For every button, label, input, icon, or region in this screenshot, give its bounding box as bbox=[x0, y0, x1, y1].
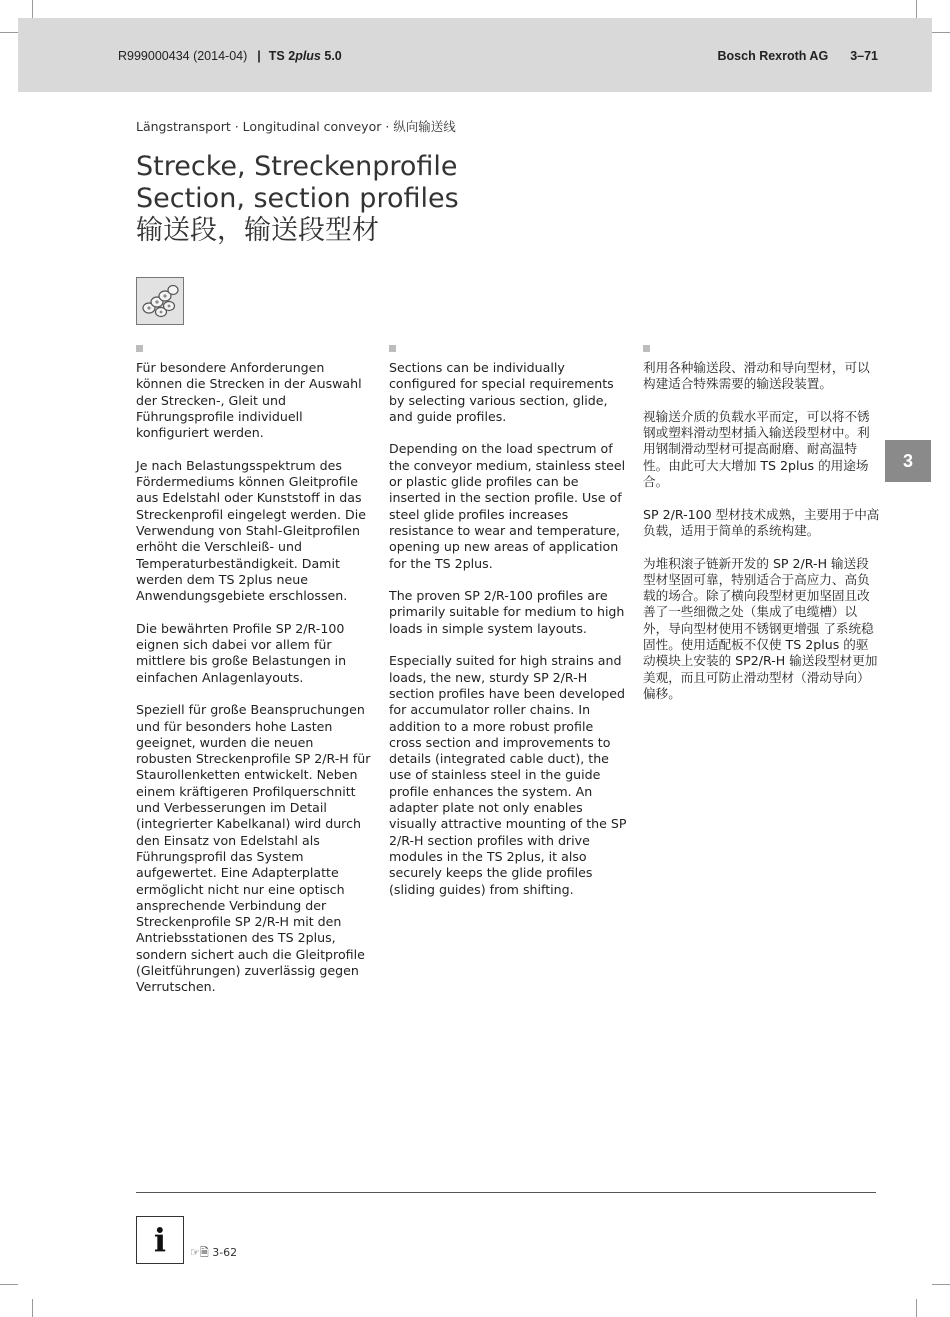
paragraph: 利用各种输送段、滑动和导向型材，可以构建适合特殊需要的输送段装置。 bbox=[643, 360, 870, 392]
paragraph: Depending on the load spectrum of the conveyor medium, stainless steel or plastic glide profiles can be inserted in the section profile. Use of steel glide profiles increases resistance to wear and temperature, opening up new areas of application for the TS 2plus. bbox=[389, 441, 626, 571]
page-number: 3–71 bbox=[850, 49, 878, 63]
paragraph: The proven SP 2/R-100 profiles are primarily suitable for medium to high loads in simple system layouts. bbox=[389, 588, 625, 636]
crop-mark bbox=[932, 1284, 950, 1285]
crop-mark bbox=[0, 32, 18, 33]
paragraph: Sections can be individually configured for special requirements by selecting various section, glide, and guide profiles. bbox=[389, 360, 614, 424]
column-chinese bbox=[643, 345, 881, 719]
crop-mark bbox=[32, 0, 33, 18]
paragraph: Für besondere Anforderungen können die Strecken in der Auswahl der Strecken-, Gleit und Führungsprofile individuell konfiguriert werden. bbox=[136, 360, 362, 441]
product-name: TS 2plus 5.0 bbox=[268, 49, 342, 63]
column-marker bbox=[643, 345, 650, 352]
chapter-tab[interactable]: 3 bbox=[885, 440, 931, 482]
company-name: Bosch Rexroth AG bbox=[717, 49, 829, 63]
crop-mark bbox=[916, 0, 917, 18]
crop-mark bbox=[916, 1299, 917, 1317]
roller-chain-icon bbox=[136, 277, 184, 325]
column-marker bbox=[389, 345, 396, 352]
header-separator: | bbox=[257, 49, 261, 63]
info-icon: i bbox=[136, 1216, 184, 1264]
breadcrumb: Längstransport · Longitudinal conveyor · 纵向输送线 bbox=[136, 119, 456, 134]
column-german bbox=[136, 345, 372, 1012]
paragraph: Je nach Belastungsspektrum des Fördermediums können Gleitprofile aus Edelstahl oder Kunststoff in das Streckenprofil eingelegt werden. Die Verwendung von Stahl-Gleitprofilen erhöht die Verschleiß- und Temperaturbeständigkeit. Damit werden dem TS 2plus neue Anwendungsgebiete erschlossen. bbox=[136, 457, 366, 604]
doc-number: R999000434 (2014-04) bbox=[118, 49, 248, 63]
paragraph: Speziell für große Beanspruchungen und für besonders hohe Lasten geeignet, wurden die neuen robusten Streckenprofile SP 2/R-H für Staurollenketten entwickelt. Neben einem kräftigeren Profilquerschnitt und Verbesserungen im Detail (integrierter Kabelkanal) wird durch den Einsatz von Edelstahl als Führungsprofil das System aufgewertet. Eine Adapterplatte ermöglicht nicht nur eine optisch ansprechende Verbindung der Streckenprofile SP 2/R-H mit den Antriebsstationen des TS 2plus, sondern sichert auch die Gleitprofile (Gleitführungen) zuverlässig gegen Verrutschen. bbox=[136, 702, 371, 995]
cross-reference-link[interactable]: ☞🗎 3-62 bbox=[190, 1246, 238, 1259]
paragraph: Especially suited for high strains and loads, the new, sturdy SP 2/R-H section profiles have been developed for accumulator roller chains. In addition to a more robust profile cross section and improvements to details (integrated cable duct), the use of stainless steel in the guide profile enhances the system. An adapter plate not only enables visually attractive mounting of the SP 2/R-H section profiles with drive modules in the TS 2plus, it also securely keeps the glide profiles (sliding guides) from shifting. bbox=[389, 653, 627, 897]
title-en: Section, section profiles bbox=[136, 183, 459, 214]
paragraph: 为堆积滚子链新开发的 SP 2/R-H 输送段型材坚固可靠，特别适合于高应力、高负载的场合。除了横向段型材更加坚固且改善了一些细微之处（集成了电缆槽）以外，导向型材使用不锈钢更增强 了系统稳固性。使用适配板不仅使 TS 2plus 的驱动模块上安装的 SP2/R-H 输送段型材更加美观，而且可防止滑动型材（滑动导向）偏移。 bbox=[643, 555, 878, 701]
paragraph: Die bewährten Profile SP 2/R-100 eignen sich dabei vor allem für mittlere bis große Belastungen in einfachen Anlagenlayouts. bbox=[136, 620, 347, 685]
title-zh: 输送段，输送段型材 bbox=[136, 215, 379, 246]
header-right bbox=[718, 49, 878, 63]
header-left bbox=[118, 49, 342, 63]
column-english bbox=[389, 345, 629, 914]
crop-mark bbox=[932, 32, 950, 33]
title-de: Strecke, Streckenprofile bbox=[136, 151, 458, 182]
footer-rule bbox=[136, 1192, 876, 1193]
crop-mark bbox=[32, 1299, 33, 1317]
crop-mark bbox=[0, 1284, 18, 1285]
column-marker bbox=[136, 345, 143, 352]
page-title bbox=[136, 151, 459, 247]
paragraph: SP 2/R-100 型材技术成熟，主要用于中高负载，适用于简单的系统构建。 bbox=[643, 506, 880, 538]
paragraph: 视输送介质的负载水平而定，可以将不锈钢或塑料滑动型材插入输送段型材中。利用钢制滑动型材可提高耐磨、耐高温特性。由此可大大增加 TS 2plus 的用途场合。 bbox=[643, 408, 870, 490]
